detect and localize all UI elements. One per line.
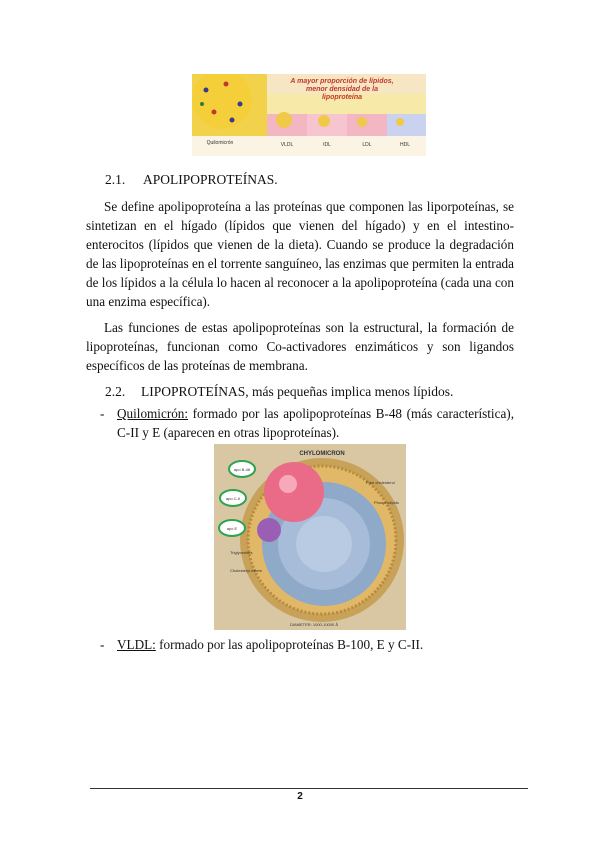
bullet-text: formado por las apolipoproteínas B-48 (más característica), C-II y E (aparecen en otras lipoproteínas).	[117, 406, 514, 440]
heading-number: 2.2.	[105, 384, 126, 399]
paragraph-apolipo-definition: Se define apolipoproteína a las proteínas que componen las liporpoteínas, se sintetizan en el hígado (lípidos que vienen del hígado) y en el intestino-enterocitos (lípidos que vienen de la dieta). Cuando se produce la degradación de las lipoproteínas en el torrente sanguíneo, las enzimas que permiten la entrada de los lípidos a la célula lo hacen al reconocer a la apolipoproteína (cada una con una enzima específica).	[86, 199, 514, 309]
heading-lipoproteinas	[105, 384, 453, 400]
lipoprotein-banner-graphic	[192, 74, 426, 156]
lipoprotein-density-banner	[192, 74, 426, 156]
paragraph-apolipo-functions: Las funciones de estas apolipoproteínas son la estructural, la formación de lipoproteínas, funcionan como Co-activadores enzimáticos y son ligandos específicos de las proteínas de membrana.	[86, 320, 514, 373]
label-cholesteryl-esters: Cholesteryl esters	[230, 568, 263, 573]
banner-col-ldl: LDL	[362, 142, 372, 148]
heading-title: LIPOPROTEÍNAS, más pequeñas implica menos lípidos.	[141, 384, 454, 399]
label-apo-c2: apo C-II	[225, 496, 241, 501]
bullet-dash: -	[100, 637, 105, 652]
label-diameter: DIAMETER: 1000-10000 Å	[289, 622, 339, 627]
term-quilomicron: Quilomicrón:	[117, 406, 189, 421]
banner-col-quilomicron: Quilomicrón	[206, 140, 234, 146]
footer-divider	[90, 788, 528, 789]
label-apo-e: apo E	[226, 526, 238, 531]
chylomicron-figure	[214, 444, 406, 630]
banner-col-hdl: HDL	[399, 142, 411, 148]
figure-title: CHYLOMICRON	[299, 451, 345, 457]
list-item-quilomicron	[100, 404, 514, 442]
list-item-vldl	[100, 635, 514, 654]
label-phospholipids: Phospholipids	[374, 500, 399, 505]
term-vldl: VLDL:	[117, 637, 156, 652]
heading-number: 2.1.	[105, 172, 126, 187]
bullet-dash: -	[100, 406, 105, 421]
banner-caption-line3: lipoproteína	[321, 94, 363, 101]
chylomicron-illustration	[214, 444, 406, 630]
page-number: 2	[297, 791, 303, 802]
banner-col-idl: IDL	[323, 142, 331, 148]
label-triglycerides: Triglycerides	[230, 550, 253, 555]
label-free-cholesterol: Free cholesterol	[366, 480, 395, 485]
label-apo-b48: apo B-48	[233, 467, 251, 472]
banner-caption-line2: menor densidad de la	[306, 86, 378, 93]
heading-apolipoproteinas	[105, 172, 278, 188]
banner-col-vldl: VLDL	[280, 142, 294, 148]
heading-title: APOLIPOPROTEÍNAS.	[143, 172, 278, 187]
banner-caption-line1: A mayor proporción de lípidos,	[290, 78, 394, 85]
bullet-text: formado por las apolipoproteínas B-100, E y C-II.	[155, 637, 424, 652]
